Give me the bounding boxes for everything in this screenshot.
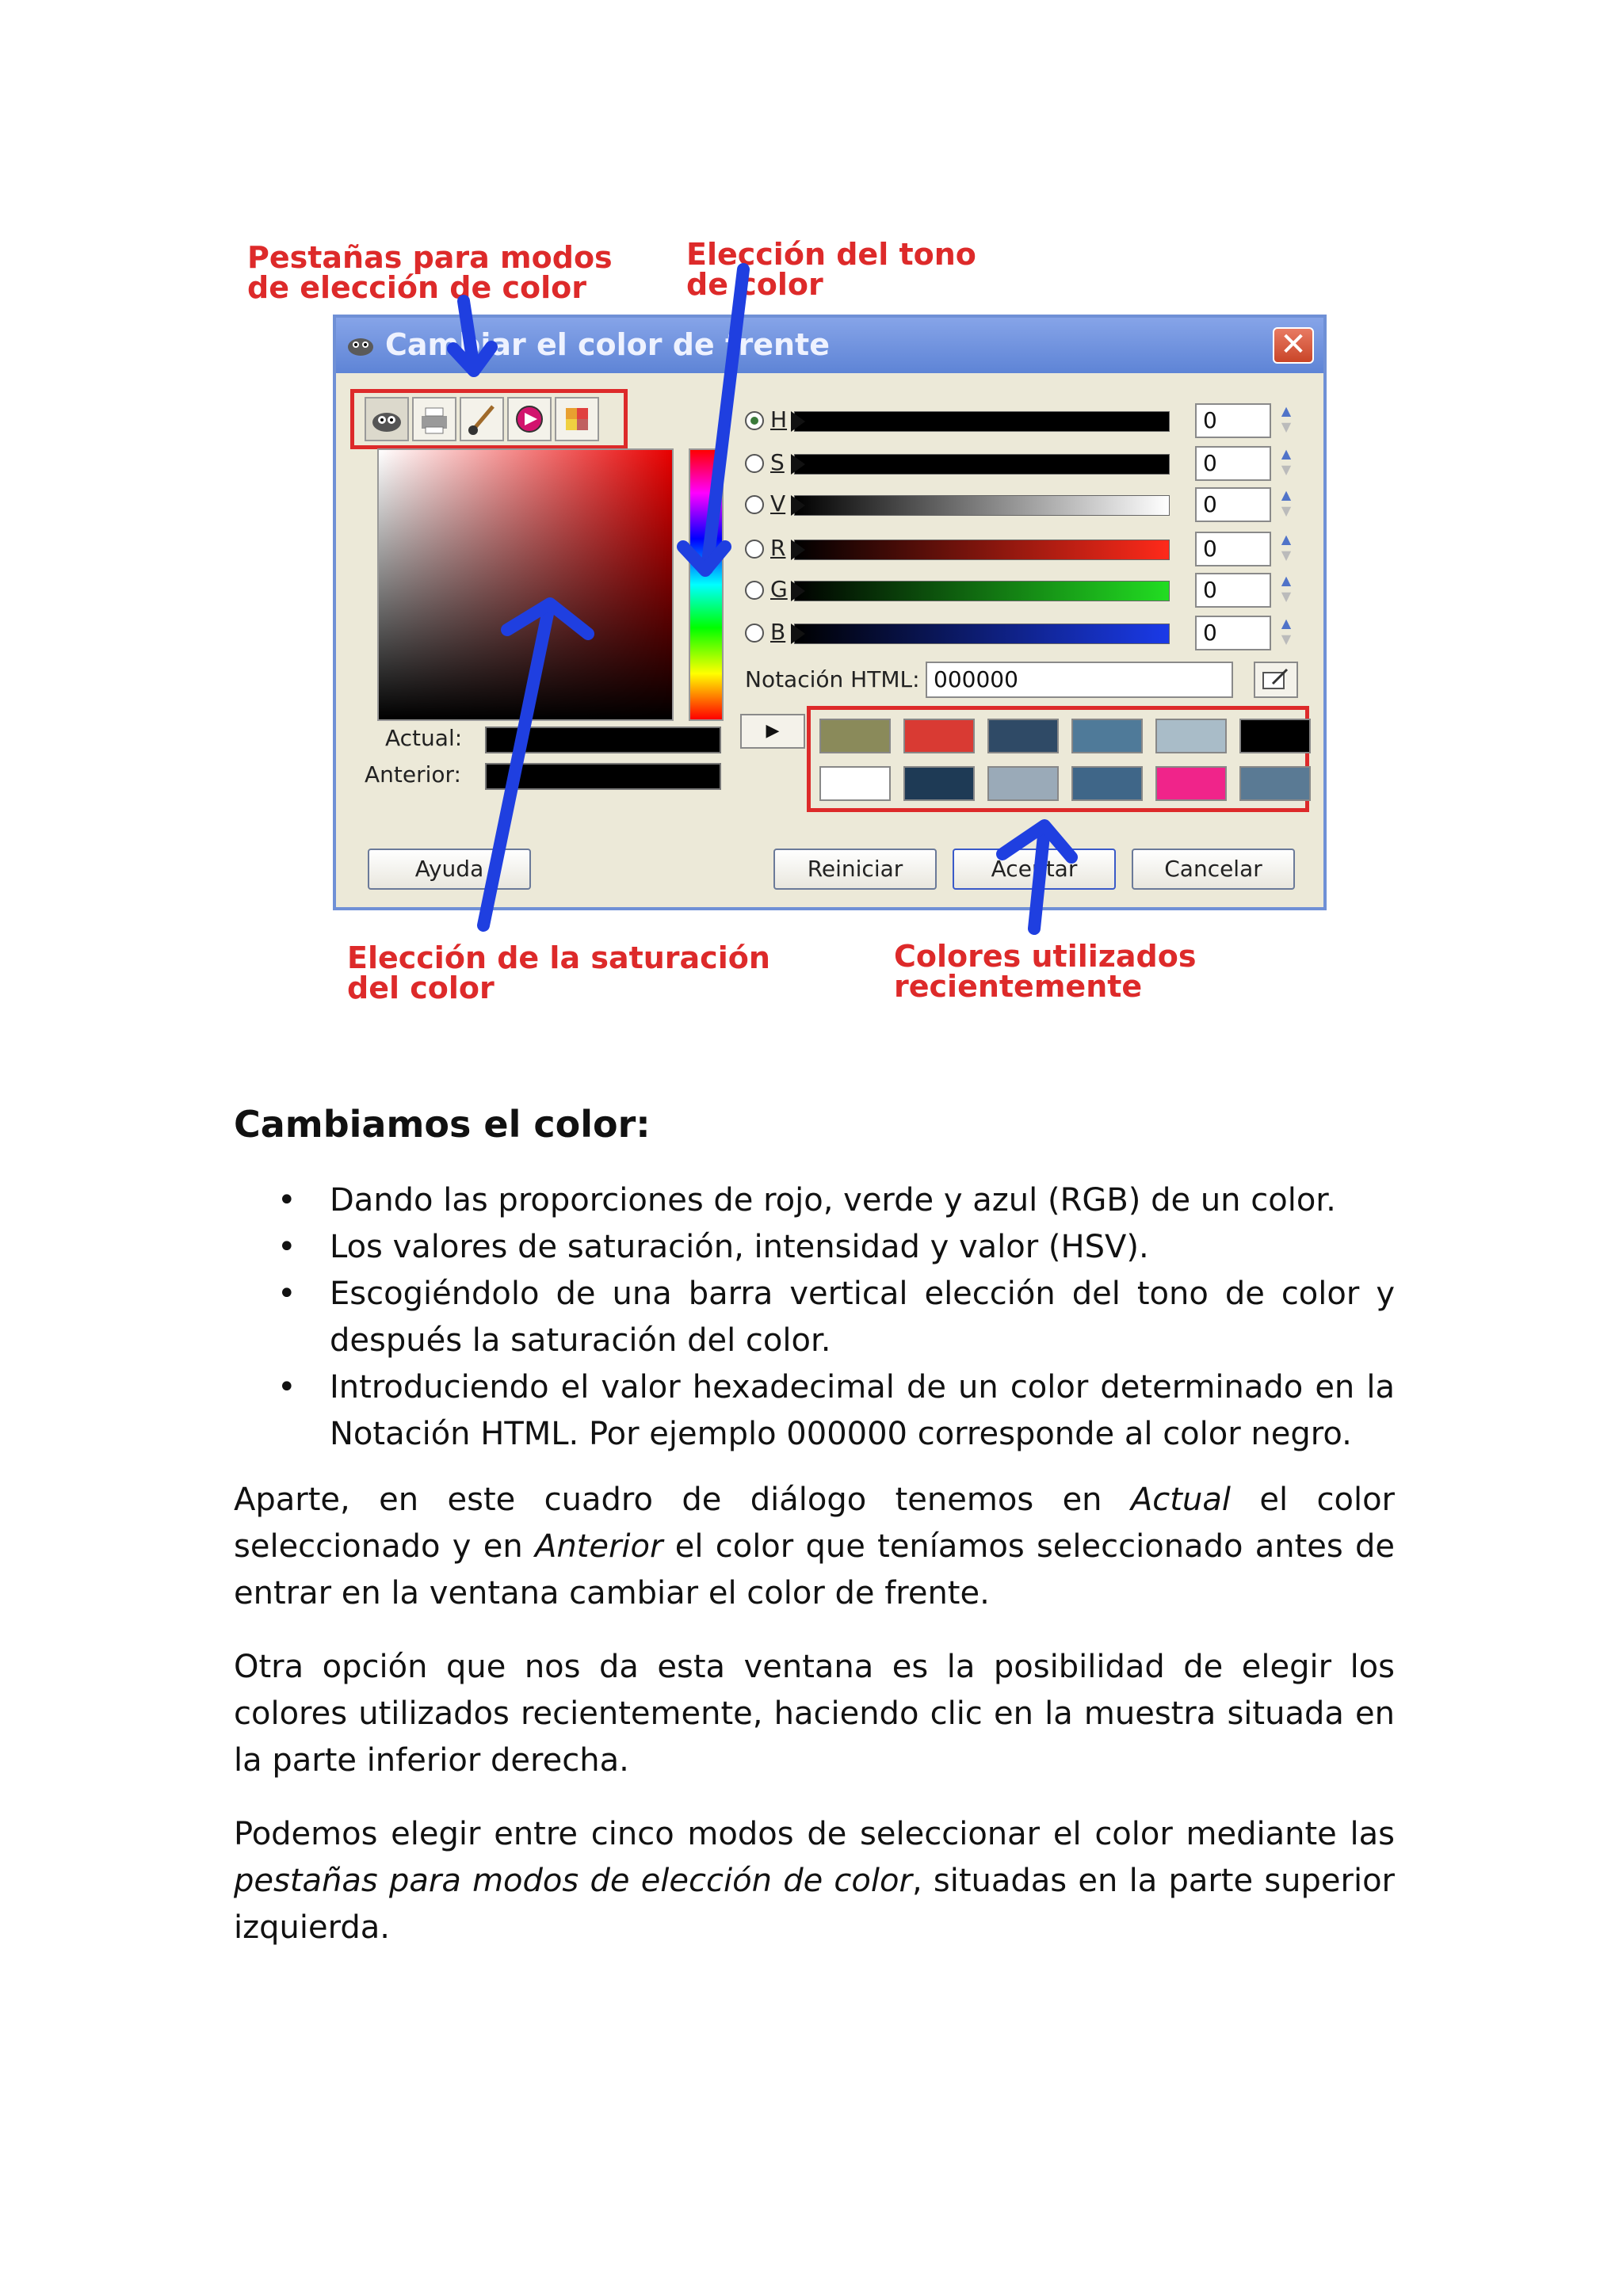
channel-slider[interactable]	[794, 454, 1170, 475]
tab-gimp-selector[interactable]	[365, 397, 409, 441]
color-picker-button[interactable]	[1254, 662, 1298, 698]
recent-color-swatch[interactable]	[819, 719, 891, 753]
channel-radio[interactable]	[745, 454, 764, 473]
text-emphasis: pestañas para modos de elección de color	[234, 1863, 912, 1899]
annotation-line: Elección del tono	[686, 237, 976, 272]
text-emphasis: Actual	[1130, 1482, 1231, 1518]
channel-label: S	[770, 449, 785, 475]
spin-arrows-icon[interactable]: ▲ ▼	[1281, 487, 1292, 518]
annotation-saturation	[347, 940, 770, 1005]
section-heading: Cambiamos el color:	[234, 1103, 651, 1146]
channel-radio[interactable]	[745, 581, 764, 600]
channel-slider[interactable]	[794, 581, 1170, 601]
channel-value-input[interactable]: 0	[1195, 532, 1271, 566]
text-span: , situadas en la parte superior izquierda.	[234, 1863, 1395, 1946]
tab-wheel[interactable]	[507, 397, 552, 441]
history-arrow-button[interactable]: ▶	[740, 714, 805, 749]
channel-slider[interactable]	[794, 411, 1170, 432]
saturation-value-square[interactable]	[377, 448, 674, 721]
channel-label: B	[770, 619, 786, 645]
spin-arrows-icon[interactable]: ▲ ▼	[1281, 403, 1292, 434]
help-button[interactable]: Ayuda	[368, 849, 531, 890]
color-dialog	[333, 315, 1327, 910]
annotation-hue	[686, 237, 976, 302]
channel-label: G	[770, 576, 788, 602]
anterior-swatch[interactable]	[485, 763, 721, 790]
slider-thumb-icon[interactable]	[791, 581, 805, 601]
recent-color-swatch[interactable]	[1071, 719, 1143, 753]
slider-thumb-icon[interactable]	[791, 540, 805, 560]
tab-palette[interactable]	[555, 397, 599, 441]
channel-value-input[interactable]: 0	[1195, 403, 1271, 438]
channel-radio[interactable]	[745, 495, 764, 514]
recent-color-swatch[interactable]	[903, 766, 975, 801]
annotation-line: Elección de la saturación	[347, 940, 770, 975]
spin-arrows-icon[interactable]: ▲ ▼	[1281, 446, 1292, 477]
channel-value-input[interactable]: 0	[1195, 573, 1271, 608]
dialog-title: Cambiar el color de frente	[385, 327, 830, 362]
channel-slider[interactable]	[794, 540, 1170, 560]
gimp-icon	[346, 332, 376, 357]
annotation-line: del color	[347, 971, 495, 1005]
annotation-line: Pestañas para modos	[247, 240, 613, 275]
recent-color-swatch[interactable]	[987, 766, 1059, 801]
slider-thumb-icon[interactable]	[791, 624, 805, 644]
channel-slider[interactable]	[794, 624, 1170, 644]
channel-radio[interactable]	[745, 411, 764, 430]
slider-thumb-icon[interactable]	[791, 495, 805, 516]
cancel-button[interactable]: Cancelar	[1132, 849, 1295, 890]
channel-value-input[interactable]: 0	[1195, 616, 1271, 650]
reset-button[interactable]: Reiniciar	[773, 849, 937, 890]
annotation-line: de elección de color	[247, 270, 586, 305]
recent-color-swatch[interactable]	[819, 766, 891, 801]
anterior-label: Anterior:	[365, 761, 461, 788]
tab-cmyk[interactable]	[412, 397, 456, 441]
spin-arrows-icon[interactable]: ▲ ▼	[1281, 573, 1292, 604]
hue-bar[interactable]	[689, 448, 724, 721]
palette-icon	[556, 399, 598, 440]
channel-label: H	[770, 406, 788, 433]
actual-swatch	[485, 727, 721, 753]
recent-color-swatch[interactable]	[1239, 719, 1311, 753]
channel-value-input[interactable]: 0	[1195, 487, 1271, 522]
annotation-line: de color	[686, 267, 823, 302]
spin-arrows-icon[interactable]: ▲ ▼	[1281, 616, 1292, 646]
annotation-line: Colores utilizados	[894, 939, 1197, 974]
paragraph-actual-anterior	[234, 1477, 1395, 1617]
slider-thumb-icon[interactable]	[791, 411, 805, 432]
actual-label: Actual:	[385, 725, 463, 751]
channel-label: V	[770, 490, 786, 517]
html-notation-label: Notación HTML:	[745, 666, 920, 692]
html-notation-input[interactable]: 000000	[926, 662, 1233, 698]
spin-arrows-icon[interactable]: ▲ ▼	[1281, 532, 1292, 563]
paragraph-recent-colors: Otra opción que nos da esta ventana es la posibilidad de elegir los colores utilizados recientemente, haciendo clic en la muestra situada en la parte inferior derecha.	[234, 1649, 1395, 1779]
text-span: Podemos elegir entre cinco modos de seleccionar el color mediante las	[234, 1816, 1395, 1852]
recent-color-swatch[interactable]	[1155, 766, 1227, 801]
accept-button[interactable]: Aceptar	[953, 849, 1116, 890]
text-emphasis: Anterior	[534, 1528, 663, 1565]
color-wheel-icon	[509, 399, 550, 440]
paragraph-tabs	[234, 1811, 1395, 1951]
channel-radio[interactable]	[745, 540, 764, 559]
list-item: • Dando las proporciones de rojo, verde y azul (RGB) de un color.	[277, 1177, 1395, 1224]
text-span: Aparte, en este cuadro de diálogo tenemos en	[234, 1482, 1131, 1518]
list-item: • Escogiéndolo de una barra vertical elección del tono de color y después la saturación del color.	[277, 1271, 1395, 1364]
list-item: • Introduciendo el valor hexadecimal de un color determinado en la Notación HTML. Por ejemplo 000000 corresponde al color negro.	[277, 1364, 1395, 1458]
channel-value-input[interactable]: 0	[1195, 446, 1271, 481]
recent-color-swatch[interactable]	[903, 719, 975, 753]
close-icon[interactable]: ✕	[1273, 327, 1314, 364]
channel-radio[interactable]	[745, 624, 764, 643]
annotation-recent	[894, 939, 1197, 1004]
recent-color-swatch[interactable]	[1071, 766, 1143, 801]
eyedropper-icon	[1255, 663, 1296, 696]
gimp-icon	[366, 399, 407, 440]
text-span: el color que teníamos seleccionado antes de entrar en la ventana cambiar el color de frente.	[234, 1528, 1395, 1611]
channel-slider[interactable]	[794, 495, 1170, 516]
slider-thumb-icon[interactable]	[791, 454, 805, 475]
annotation-tabs	[247, 242, 613, 303]
list-item: • Los valores de saturación, intensidad y valor (HSV).	[277, 1224, 1395, 1271]
bullet-list	[277, 1177, 1395, 1458]
annotation-line: recientemente	[894, 969, 1143, 1004]
text-span: el color seleccionado y en	[234, 1482, 1395, 1565]
title-bar[interactable]	[336, 318, 1323, 373]
brush-icon	[461, 399, 502, 440]
recent-color-swatch[interactable]	[1239, 766, 1311, 801]
printer-icon	[414, 399, 455, 440]
channel-label: R	[770, 535, 786, 561]
recent-color-swatch[interactable]	[1155, 719, 1227, 753]
recent-color-swatch[interactable]	[987, 719, 1059, 753]
tab-watercolor[interactable]	[460, 397, 504, 441]
